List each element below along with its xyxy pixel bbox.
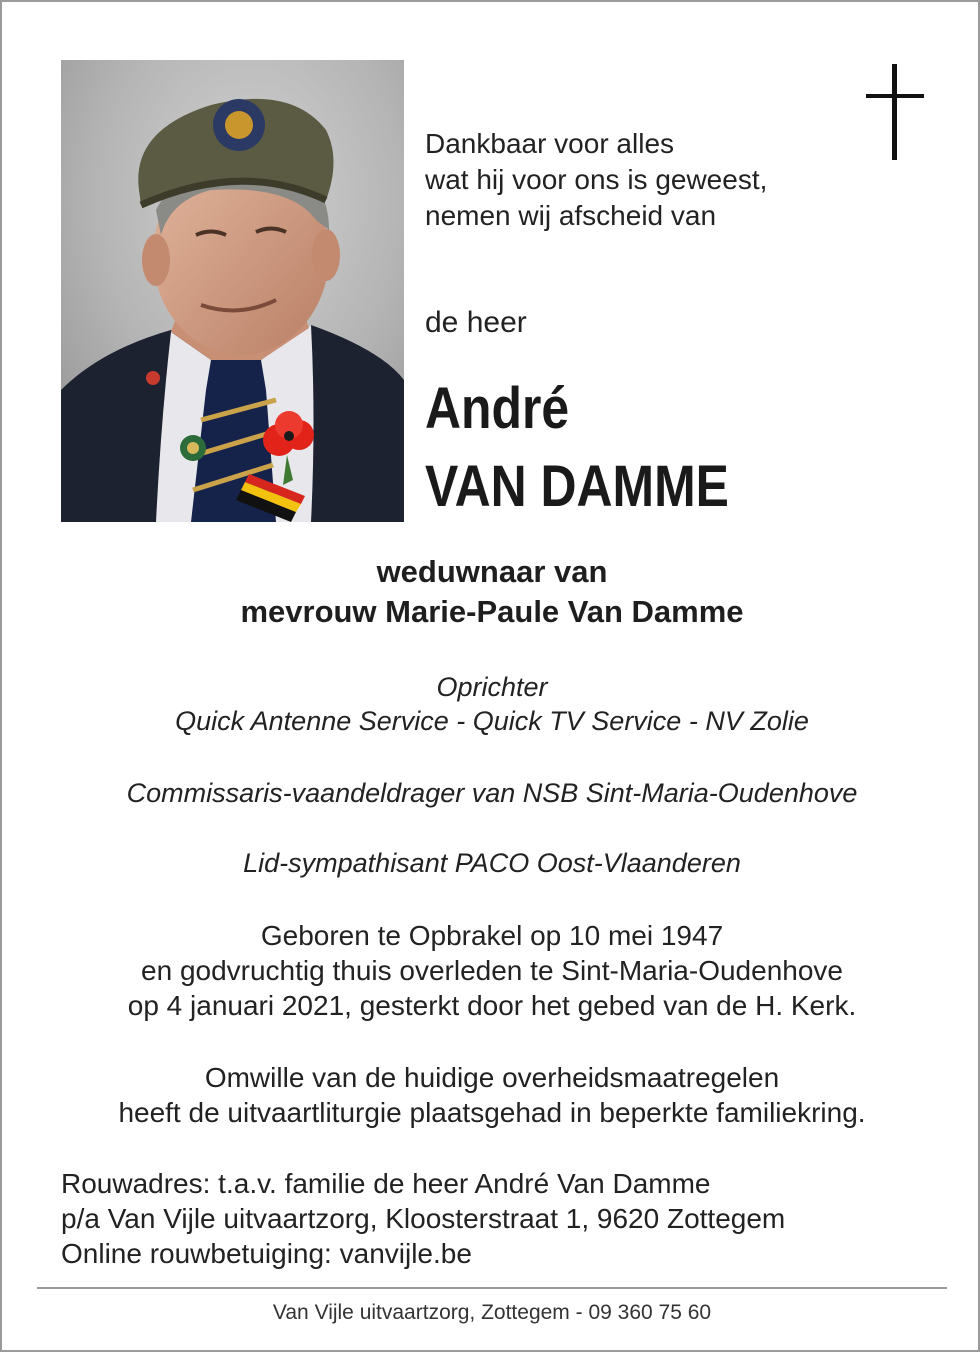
address-line: Rouwadres: t.a.v. familie de heer André Van Damme [61,1168,711,1199]
deceased-last-name: VAN DAMME [425,454,729,519]
mourning-address [61,1166,785,1271]
founder-companies: Quick Antenne Service - Quick TV Service - NV Zolie [175,706,809,736]
birth-line: Geboren te Opbrakel op 10 mei 1947 [260,920,724,951]
notice-line: Omwille van de huidige overheidsmaatregelen [204,1062,780,1093]
notice-line: heeft de uitvaartliturgie plaatsgehad in beperkte familiekring. [118,1097,866,1128]
cross-icon [866,64,924,160]
life-dates [2,918,980,1023]
intro-line: Dankbaar voor alles [425,128,675,159]
commissioner-role: Commissaris-vaandeldrager van NSB Sint-Maria-Oudenhove [126,778,858,808]
funeral-home-footer: Van Vijle uitvaartzorg, Zottegem - 09 360 75 60 [272,1301,712,1324]
intro-line: nemen wij afscheid van [425,200,717,231]
spouse-name: mevrouw Marie-Paule Van Damme [240,594,744,629]
founder-block [2,670,980,738]
online-condolence: Online rouwbetuiging: vanvijle.be [61,1238,472,1269]
founder-title: Oprichter [436,672,548,702]
address-line: p/a Van Vijle uitvaartzorg, Kloosterstraat 1, 9620 Zottegem [61,1203,786,1234]
death-date-line: op 4 januari 2021, gesterkt door het gebed van de H. Kerk. [127,990,857,1021]
intro-text [425,126,767,234]
footer-divider [37,1287,947,1289]
portrait-photo [61,60,404,522]
widower-block [2,552,980,632]
widower-line: weduwnaar van [376,554,608,589]
intro-line: wat hij voor ons is geweest, [425,164,768,195]
member-role: Lid-sympathisant PACO Oost-Vlaanderen [243,848,741,878]
death-line: en godvruchtig thuis overleden te Sint-Maria-Oudenhove [141,955,843,986]
funeral-notice [2,1060,980,1130]
portrait-illustration [61,60,404,522]
honorific: de heer [425,306,527,339]
deceased-first-name: André [425,376,570,441]
